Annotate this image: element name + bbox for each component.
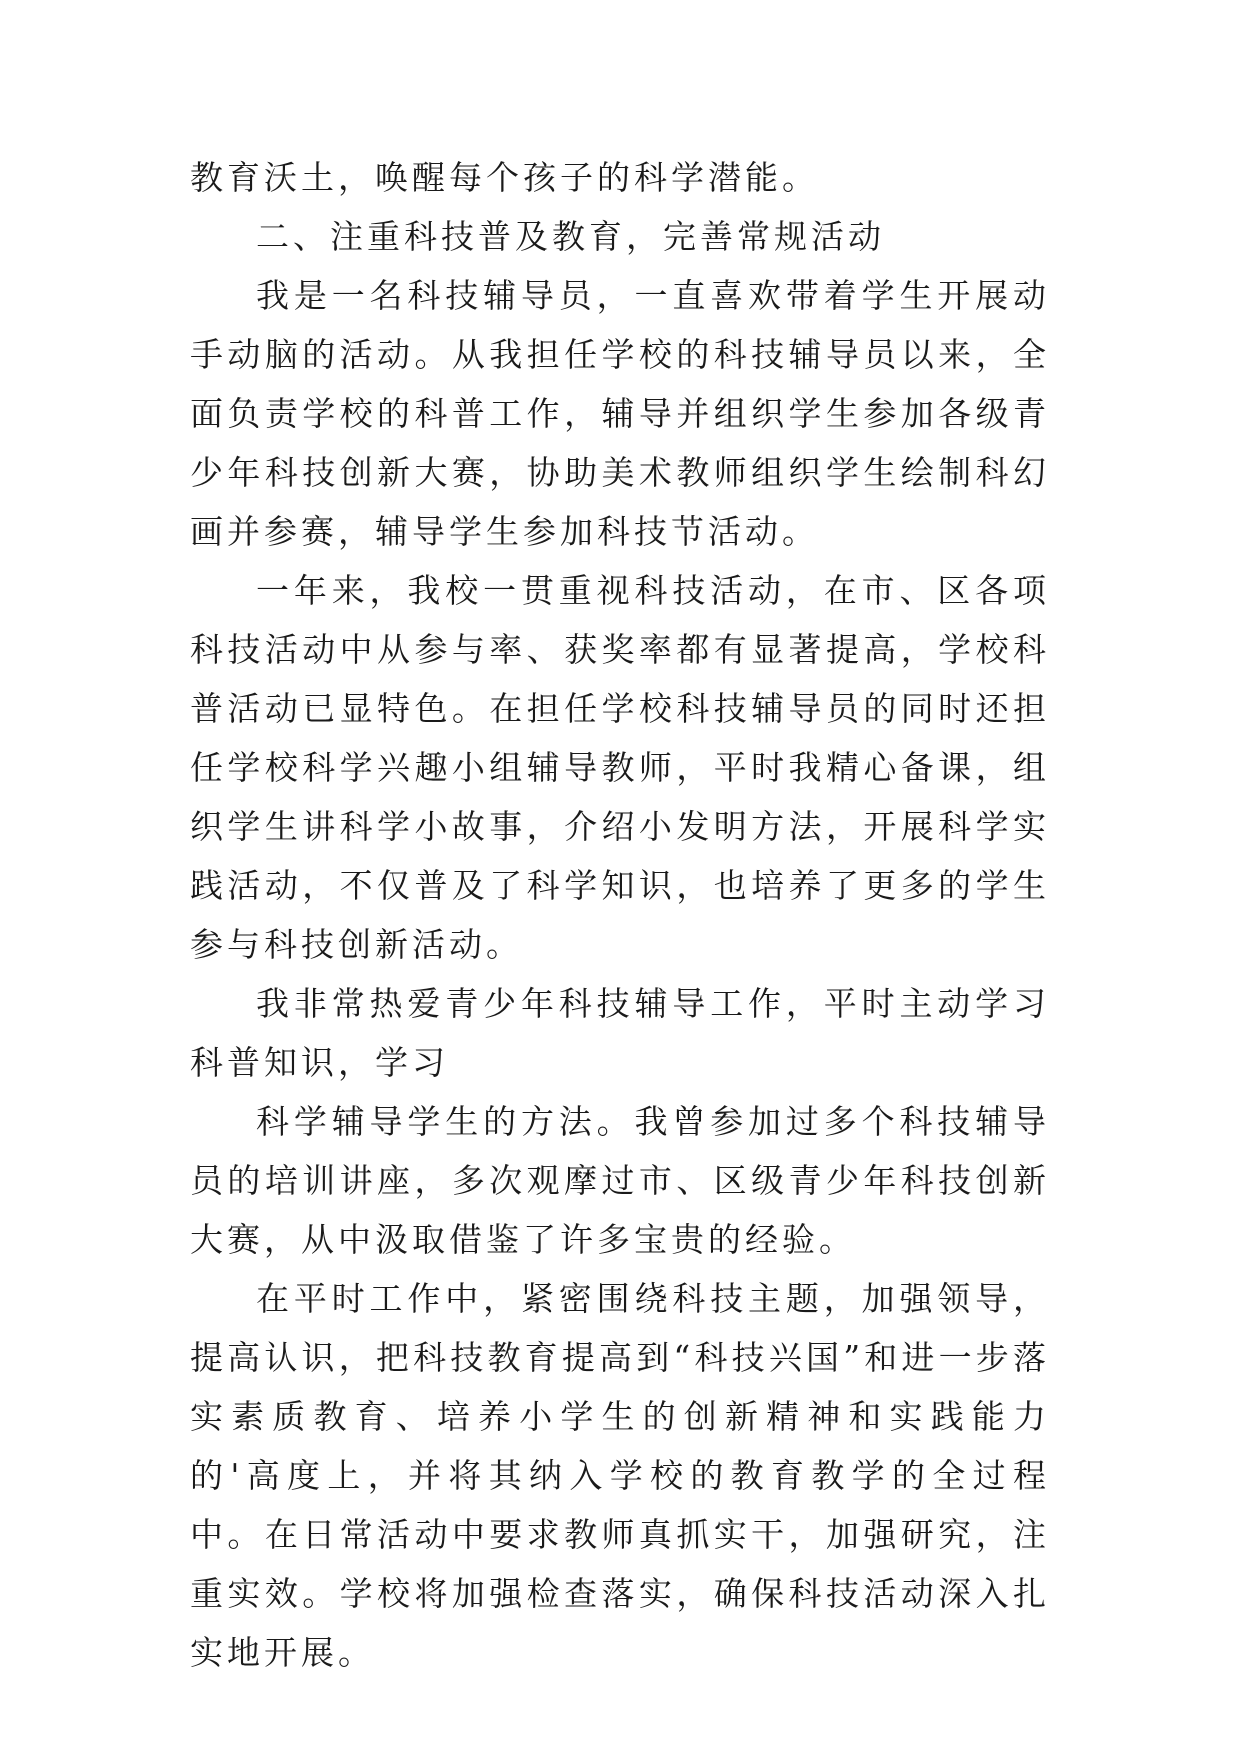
document-body bbox=[190, 148, 1050, 1682]
paragraph: 在平时工作中，紧密围绕科技主题，加强领导，提高认识，把科技教育提高到“科技兴国”和进一步落实素质教育、培养小学生的创新精神和实践能力的'高度上，并将其纳入学校的教育教学的全过程中。在日常活动中要求教师真抓实干，加强研究，注重实效。学校将加强检查落实，确保科技活动深入扎实地开展。 bbox=[190, 1279, 1050, 1672]
paragraph-continuation: 教育沃土，唤醒每个孩子的科学潜能。 bbox=[190, 158, 819, 197]
section-heading: 二、注重科技普及教育，完善常规活动 bbox=[256, 217, 885, 256]
paragraph: 我是一名科技辅导员，一直喜欢带着学生开展动手动脑的活动。从我担任学校的科技辅导员以来，全面负责学校的科普工作，辅导并组织学生参加各级青少年科技创新大赛，协助美术教师组织学生绘制科幻画并参赛，辅导学生参加科技节活动。 bbox=[190, 276, 1050, 551]
paragraph: 一年来，我校一贯重视科技活动，在市、区各项科技活动中从参与率、获奖率都有显著提高，学校科普活动已显特色。在担任学校科技辅导员的同时还担任学校科学兴趣小组辅导教师，平时我精心备课，组织学生讲科学小故事，介绍小发明方法，开展科学实践活动，不仅普及了科学知识，也培养了更多的学生参与科技创新活动。 bbox=[190, 571, 1050, 964]
paragraph: 我非常热爱青少年科技辅导工作，平时主动学习科普知识，学习 bbox=[190, 984, 1050, 1082]
paragraph: 科学辅导学生的方法。我曾参加过多个科技辅导员的培训讲座，多次观摩过市、区级青少年科技创新大赛，从中汲取借鉴了许多宝贵的经验。 bbox=[190, 1102, 1050, 1259]
